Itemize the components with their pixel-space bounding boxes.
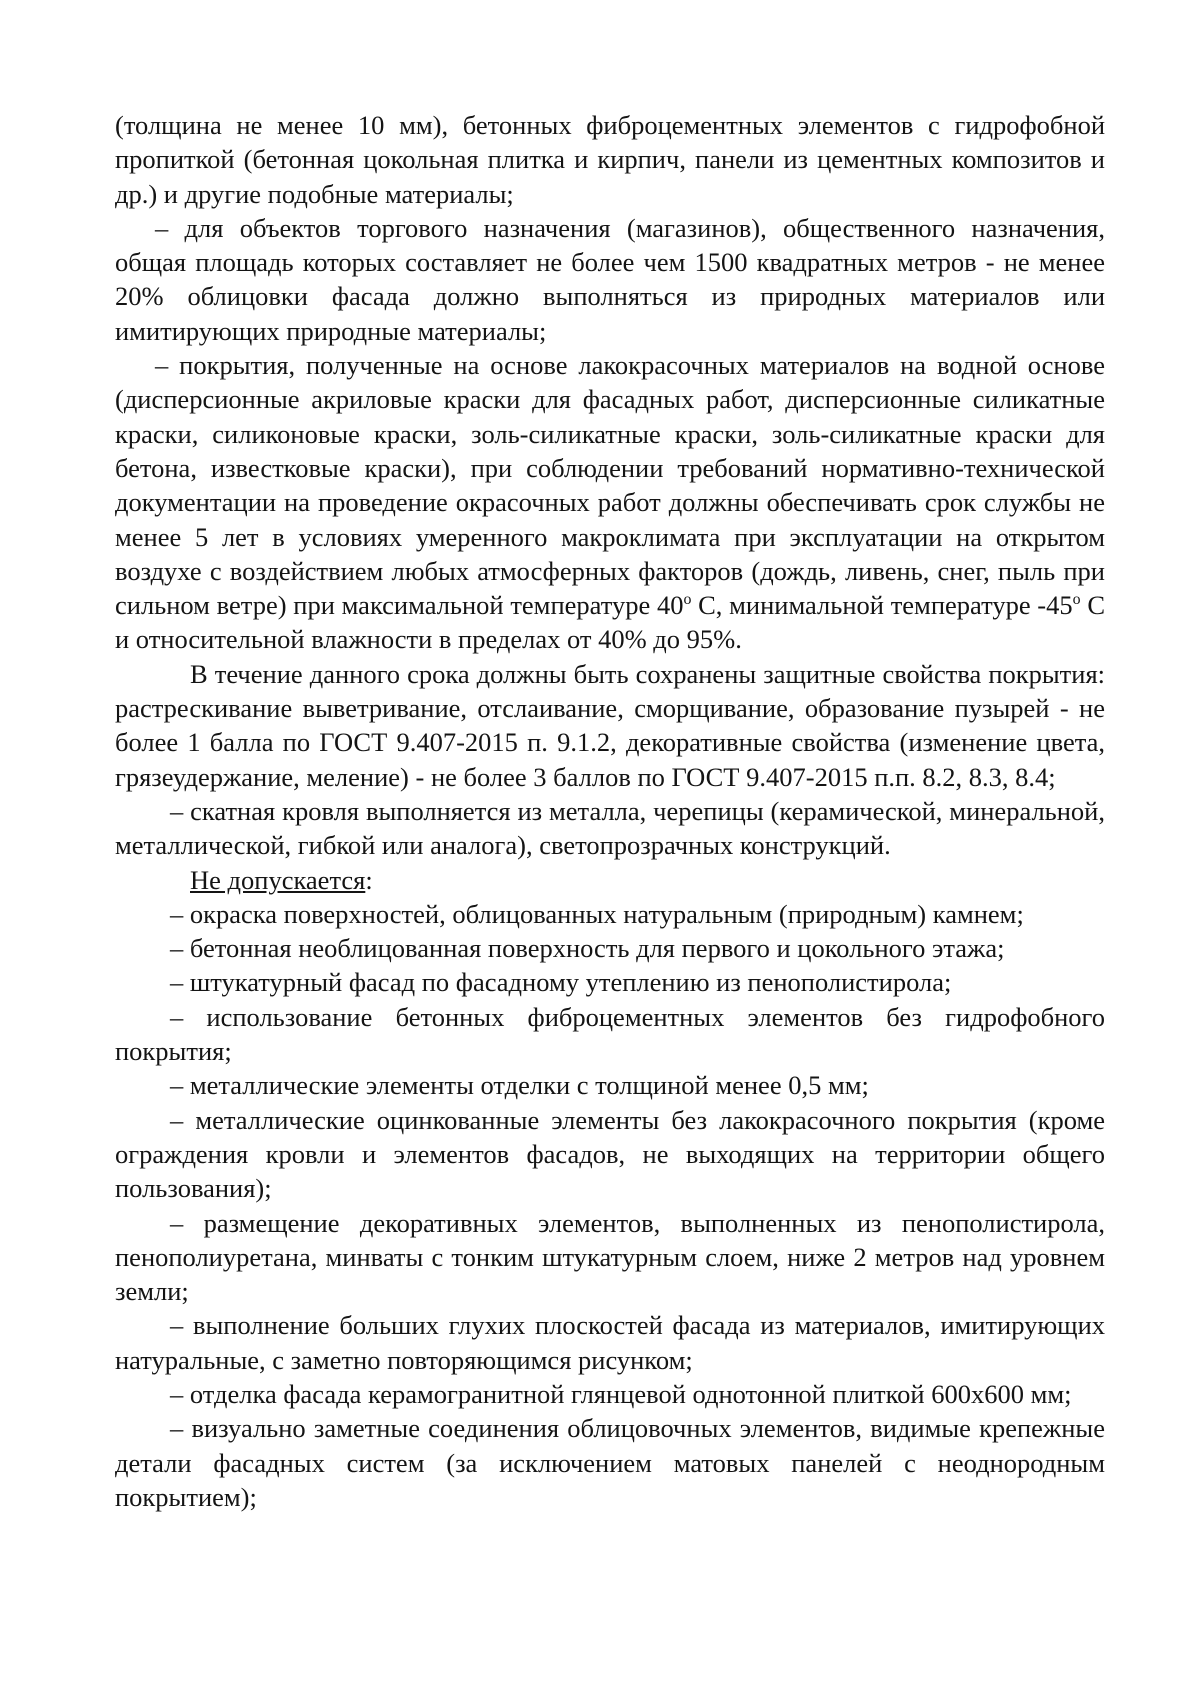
- coatings-text-part-2: С, минимальной температуре -45: [691, 590, 1073, 621]
- paragraph-trade-objects: – для объектов торгового назначения (магазинов), общественного назначения, общая площадь которых составляет не более чем 1500 квадратных метров - не менее 20% облицовки фасада должно выполняться из природных материалов или имитирующих природные материалы;: [115, 212, 1105, 346]
- paragraph-protective-properties: В течение данного срока должны быть сохранены защитные свойства покрытия: растрескивание выветривание, отслаивание, сморщивание, образование пузырей - не более 1 балла по ГОСТ 9.407-2015 п. 9.1.2, декоративные свойства (изменение цвета, грязеудержание, меление) - не более 3 баллов по ГОСТ 9.407-2015 п.п. 8.2, 8.3, 8.4;: [115, 658, 1105, 792]
- list-item-metal-thickness: – металлические элементы отделки с толщиной менее 0,5 мм;: [170, 1070, 869, 1101]
- paragraph-pitched-roof: – скатная кровля выполняется из металла, черепицы (керамической, минеральной, металлической, гибкой или аналога), светопрозрачных конструкций.: [115, 795, 1105, 861]
- not-allowed-label: Не допускается: [190, 864, 366, 895]
- list-item-decorative-elements: – размещение декоративных элементов, выполненных из пенополистирола, пенополиуретана, минваты с тонким штукатурным слоем, ниже 2 метров над уровнем земли;: [115, 1207, 1105, 1307]
- document-page: [115, 108, 1105, 1514]
- list-item-blank-planes: – выполнение больших глухих плоскостей фасада из материалов, имитирующих натуральные, с заметно повторяющимся рисунком;: [115, 1310, 1105, 1375]
- list-item-galvanized-elements: – металлические оцинкованные элементы без лакокрасочного покрытия (кроме ограждения кровли и элементов фасадов, не выходящих на территории общего пользования);: [115, 1104, 1105, 1204]
- coatings-text-part-1: – покрытия, полученные на основе лакокрасочных материалов на водной основе (дисперсионные акриловые краски для фасадных работ, дисперсионные силикатные краски, силиконовые краски, золь-силикатные краски, золь-силикатные краски для бетона, известковые краски), при соблюдении требований нормативно-технической документации на проведение окрасочных работ должны обеспечивать срок службы не менее 5 лет в условиях умеренного макроклимата при эксплуатации на открытом воздухе с воздействием любых атмосферных факторов (дождь, ливень, снег, пыль при сильном ветре) при максимальной температуре 40: [115, 350, 1105, 621]
- list-item-plaster-facade: – штукатурный фасад по фасадному утеплению из пенополистирола;: [170, 967, 952, 998]
- degree-mark: о: [683, 591, 692, 609]
- coatings-text-part-3: С и относительной влажности в пределах от 40% до 95%.: [115, 590, 1105, 655]
- not-allowed-colon: :: [365, 864, 373, 895]
- paragraph-coatings: [115, 348, 1105, 657]
- list-item-glossy-tile: – отделка фасада керамогранитной глянцевой однотонной плиткой 600х600 мм;: [170, 1378, 1072, 1409]
- heading-not-allowed: [115, 863, 1105, 897]
- list-item-visible-joints: – визуально заметные соединения облицовочных элементов, видимые крепежные детали фасадных систем (за исключением матовых панелей с неоднородным покрытием);: [115, 1413, 1105, 1512]
- list-item-fiber-cement: – использование бетонных фиброцементных элементов без гидрофобного покрытия;: [115, 1001, 1105, 1067]
- paragraph-materials-continuation: (толщина не менее 10 мм), бетонных фиброцементных элементов с гидрофобной пропиткой (бетонная цокольная плитка и кирпич, панели из цементных композитов и др.) и другие подобные материалы;: [115, 110, 1105, 209]
- degree-mark: о: [1072, 591, 1081, 609]
- list-item-bare-concrete: – бетонная необлицованная поверхность для первого и цокольного этажа;: [170, 933, 1005, 964]
- list-item-painting-stone: – окраска поверхностей, облицованных натуральным (природным) камнем;: [170, 898, 1024, 929]
